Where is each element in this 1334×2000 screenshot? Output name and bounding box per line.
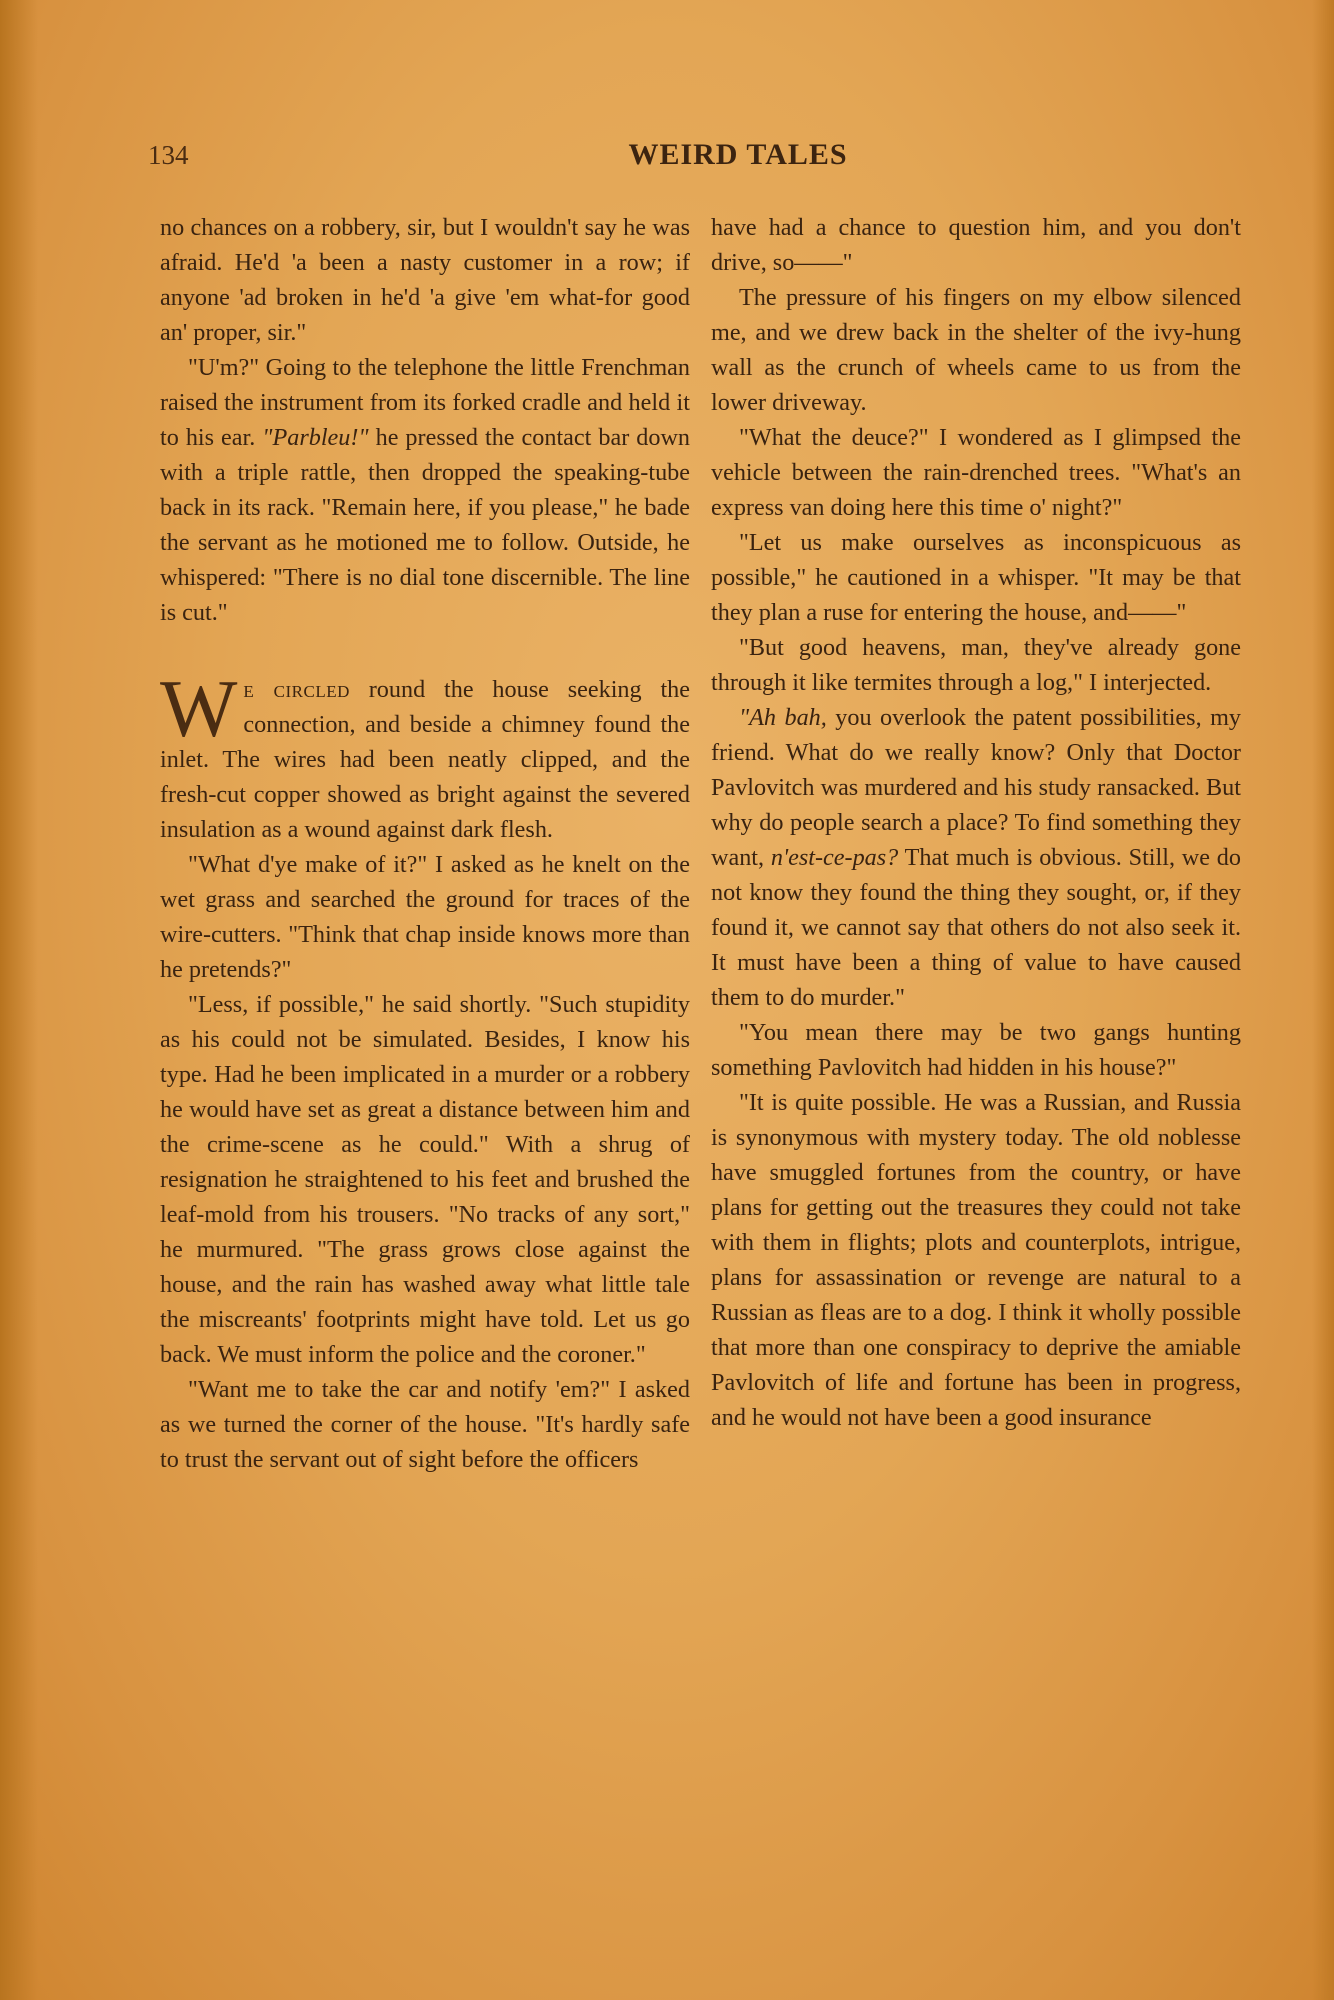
italic-text: n'est-ce-pas?	[770, 844, 899, 871]
italic-text: "Ah bah,	[739, 704, 827, 731]
left-column	[160, 210, 690, 1477]
small-caps-lead: e circled	[243, 676, 350, 703]
paragraph: have had a chance to question him, and you don't drive, so——"	[711, 214, 1241, 276]
paragraph: no chances on a robbery, sir, but I wouldn't say he was afraid. He'd 'a been a nasty customer in a row; if anyone 'ad broken in he'd 'a give 'em what-for good an' proper, sir."	[160, 214, 690, 346]
paragraph: "Let us make ourselves as inconspicuous as possible," he cautioned in a whisper. "It may be that they plan a ruse for entering the house, and——"	[711, 529, 1241, 626]
paragraph-text: he pressed the contact bar down with a triple rattle, then dropped the speaking-tube back in its rack. "Remain here, if you please," he bade the servant as he motioned me to follow. Outside, he whispered: "There is no dial tone discernible. The line is cut."	[160, 424, 690, 626]
right-column	[711, 210, 1241, 1435]
page-edge-shadow-left	[0, 0, 38, 2000]
paragraph: "Want me to take the car and notify 'em?" I asked as we turned the corner of the house. "It's hardly safe to trust the servant out of sight before the officers	[160, 1376, 690, 1473]
paragraph: The pressure of his fingers on my elbow silenced me, and we drew back in the shelter of the ivy-hung wall as the crunch of wheels came to us from the lower driveway.	[711, 284, 1241, 416]
drop-cap: W	[160, 663, 238, 754]
paragraph: "What d'ye make of it?" I asked as he knelt on the wet grass and searched the ground for traces of the wire-cutters. "Think that chap inside knows more than he pretends?"	[160, 851, 690, 983]
paragraph: "You mean there may be two gangs hunting something Pavlovitch had hidden in his house?"	[711, 1019, 1241, 1081]
page-header	[148, 138, 1278, 178]
paragraph-text: "U'm?" Going to the telephone the little Frenchman raised the instrument from its forked cradle and held it to his ear.	[160, 354, 690, 451]
paragraph-text: round the house seeking the connection, and beside a chimney found the inlet. The wires had been neatly clipped, and the fresh-cut copper showed as bright against the severed insulation as a wound against dark flesh.	[160, 676, 691, 843]
page-number: 134	[148, 140, 189, 170]
paragraph	[160, 350, 690, 630]
paragraph	[711, 700, 1241, 1015]
page-edge-shadow-right	[1312, 0, 1334, 2000]
paragraph: "But good heavens, man, they've already gone through it like termites through a log," I interjected.	[711, 634, 1241, 696]
italic-text: "Parbleu!"	[262, 424, 369, 451]
paragraph-text: you overlook the patent possibilities, my friend. What do we really know? Only that Doctor Pavlovitch was murdered and his study ransacked. But why do people search a place? To find something they want,	[711, 704, 1241, 871]
paragraph: "It is quite possible. He was a Russian, and Russia is synonymous with mystery today. The old noblesse have smuggled fortunes from the country, or have plans for getting out the treasures they could not take with them in flights; plots and counterplots, intrigue, plans for assassination or revenge are natural to a Russian as fleas are to a dog. I think it wholly possible that more than one conspiracy to deprive the amiable Pavlovitch of life and fortune has been in progress, and he would not have been a good insurance	[711, 1089, 1241, 1431]
paragraph: "Less, if possible," he said shortly. "Such stupidity as his could not be simulated. Besides, I know his type. Had he been implicated in a murder or a robbery he would have set as great a distance between him and the crime-scene as he could." With a shrug of resignation he straightened to his feet and brushed the leaf-mold from his trousers. "No tracks of any sort," he murmured. "The grass grows close against the house, and the rain has washed away what little tale the miscreants' footprints might have told. Let us go back. We must inform the police and the coroner."	[160, 991, 690, 1368]
section-start-paragraph	[160, 663, 691, 847]
paragraph-text: That much is obvious. Still, we do not know they found the thing they sought, or, if they found it, we cannot say that others do not also seek it. It must have been a thing of value to have caused them to do murder."	[711, 844, 1241, 1011]
running-title: WEIRD TALES	[628, 138, 848, 171]
paragraph: "What the deuce?" I wondered as I glimpsed the vehicle between the rain-drenched trees. "What's an express van doing here this time o' night?"	[711, 424, 1241, 521]
